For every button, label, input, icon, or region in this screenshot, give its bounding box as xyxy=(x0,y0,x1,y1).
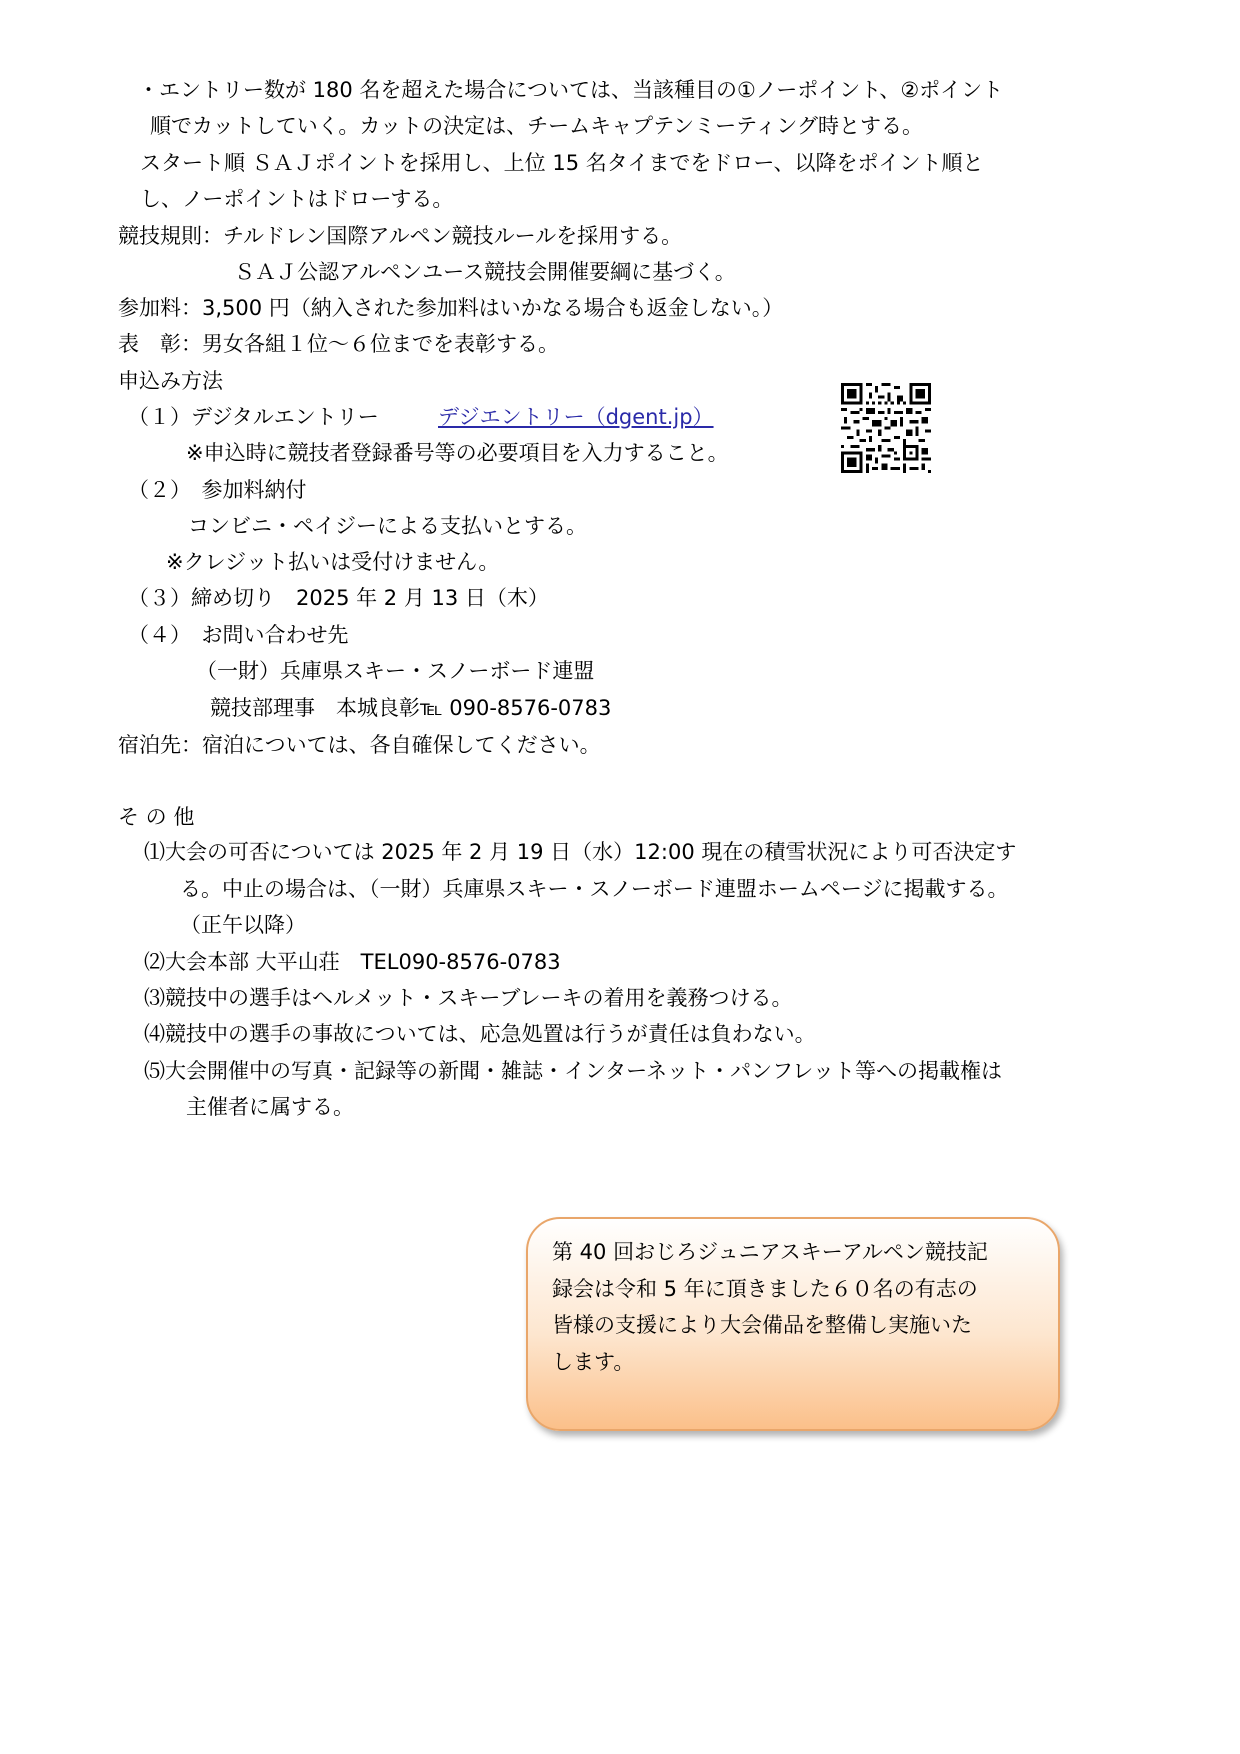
fee-text: 3,500 円（納入された参加料はいかなる場合も返金しない。） xyxy=(202,296,784,320)
other-item-5-line-2: 主催者に属する。 xyxy=(186,1095,354,1119)
award-text: 男女各組１位～６位までを表彰する。 xyxy=(202,332,559,356)
note-line-4: します。 xyxy=(552,1350,635,1374)
application-item-4: （４） お問い合わせ先 xyxy=(128,623,349,647)
contact-organization: （一財）兵庫県スキー・スノーボード連盟 xyxy=(196,659,595,683)
qr-code-icon[interactable] xyxy=(841,383,931,473)
other-item-4: ⑷競技中の選手の事故については、応急処置は行うが責任は負わない。 xyxy=(144,1022,816,1046)
lodging-label: 宿泊先： xyxy=(118,733,202,757)
application-item-2: （２） 参加料納付 xyxy=(128,478,307,502)
note-line-2: 録会は令和 5 年に頂きました６０名の有志の xyxy=(552,1277,978,1301)
other-item-3: ⑶競技中の選手はヘルメット・スキーブレーキの着用を義務つける。 xyxy=(144,986,793,1010)
rules-row xyxy=(118,226,682,247)
lodging-row xyxy=(118,735,601,756)
award-row xyxy=(118,334,559,355)
entry-line-1: ・エントリー数が 180 名を超えた場合については、当該種目の①ノーポイント、②ポイント xyxy=(138,78,1004,102)
application-item-2-text: コンビニ・ペイジーによる支払いとする。 xyxy=(188,514,587,538)
award-label: 表 彰： xyxy=(118,332,202,356)
entry-line-2: 順でカットしていく。カットの決定は、チームキャプテンミーティング時とする。 xyxy=(150,114,924,138)
application-heading: 申込み方法 xyxy=(118,369,223,393)
other-item-5-line-1: ⑸大会開催中の写真・記録等の新聞・雑誌・インターネット・パンフレット等への掲載権は xyxy=(144,1059,1003,1083)
other-item-2: ⑵大会本部 大平山荘 TEL090-8576-0783 xyxy=(144,950,561,974)
rules-text-1: チルドレン国際アルペン競技ルールを採用する。 xyxy=(223,224,683,248)
other-item-1-line-2: る。中止の場合は、（一財）兵庫県スキー・スノーボード連盟ホームページに掲載する。 xyxy=(180,877,1009,901)
contact-person: 競技部理事 本城良彰℡ 090-8576-0783 xyxy=(210,696,612,720)
application-item-3: （３）締め切り 2025 年 2 月 13 日（木） xyxy=(128,586,549,610)
dgent-link[interactable]: デジエントリー（dgent.jp） xyxy=(438,405,714,429)
rules-text-2: ＳＡＪ公認アルペンユース競技会開催要綱に基づく。 xyxy=(234,260,736,284)
other-item-1-line-3: （正午以降） xyxy=(180,913,306,937)
application-item-1-note: ※申込時に競技者登録番号等の必要項目を入力すること。 xyxy=(186,441,729,465)
digital-entry-label: （１）デジタルエントリー xyxy=(128,405,379,429)
entry-line-4: し、ノーポイントはドローする。 xyxy=(140,187,454,211)
rules-label: 競技規則： xyxy=(118,224,223,248)
other-heading: そ の 他 xyxy=(118,805,195,829)
note-line-1: 第 40 回おじろジュニアスキーアルペン競技記 xyxy=(552,1240,988,1264)
fee-label: 参加料： xyxy=(118,296,202,320)
entry-line-3: スタート順 ＳＡＪポイントを採用し、上位 15 名タイまでをドロー、以降をポイント順と xyxy=(140,151,984,175)
note-line-3: 皆様の支援により大会備品を整備し実施いた xyxy=(552,1313,972,1337)
lodging-text: 宿泊については、各自確保してください。 xyxy=(202,733,601,757)
application-item-1 xyxy=(128,407,379,428)
other-item-1-line-1: ⑴大会の可否については 2025 年 2 月 19 日（水）12:00 現在の積雪状況により可否決定す xyxy=(144,840,1017,864)
fee-row xyxy=(118,298,783,319)
application-item-2-note: ※クレジット払いは受付けません。 xyxy=(166,550,500,574)
